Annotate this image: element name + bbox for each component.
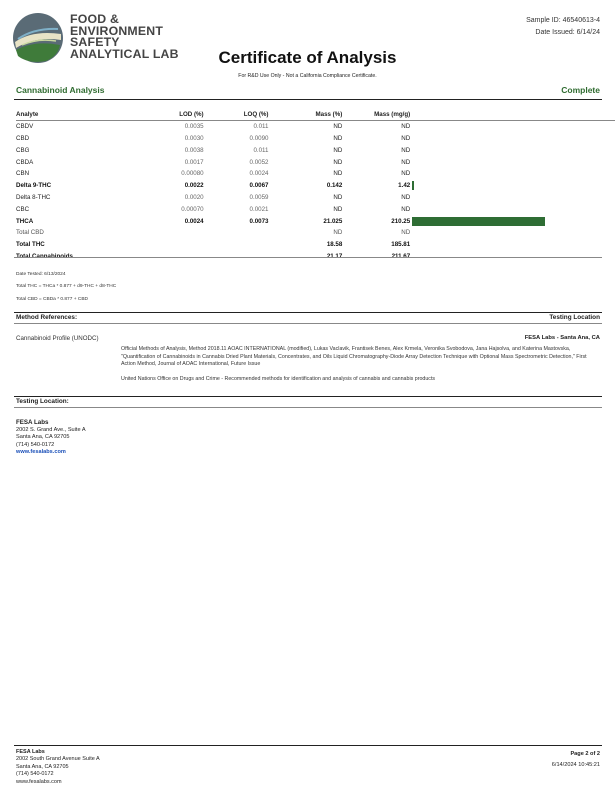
mass-mg-value: 211.67 xyxy=(391,252,411,260)
analyte-name: Total CBD xyxy=(16,229,44,237)
loq-value: 0.0090 xyxy=(249,134,269,142)
cannabinoid-section-title: Cannabinoid Analysis xyxy=(16,85,105,95)
location-top-divider xyxy=(14,396,602,397)
lod-value: 0.0020 xyxy=(184,193,204,201)
testing-location-header: Testing Location xyxy=(549,314,600,321)
lod-value: 0.0038 xyxy=(184,146,204,154)
mass-bar-cell xyxy=(410,215,615,227)
mass-mg-value: ND xyxy=(401,146,411,154)
method-reference-2: United Nations Office on Drugs and Crime - Recommended methods for identification and analysis of cannabis and cannabis products xyxy=(121,376,436,382)
mass-bar-cell xyxy=(410,121,615,133)
mass-pct-value: ND xyxy=(333,193,343,201)
table-row xyxy=(16,121,615,133)
col-analyte: Analyte xyxy=(16,109,136,121)
mass-bar-cell xyxy=(410,192,615,204)
lod-value xyxy=(136,239,204,251)
logo-wordmark: FOOD & ENVIRONMENT SAFETY ANALYTICAL LAB xyxy=(70,12,179,61)
date-tested: Date Tested: 6/13/2024 xyxy=(16,272,66,277)
footer-address-1: 2002 South Grand Avenue Suite A xyxy=(16,756,100,763)
loq-value: 0.011 xyxy=(253,146,269,154)
address-line-2: Santa Ana, CA 92705 xyxy=(16,434,70,441)
mass-pct-value: 18.58 xyxy=(326,241,343,249)
sample-id: Sample ID: 46540613-4 xyxy=(526,17,600,24)
mass-mg-value: ND xyxy=(401,193,411,201)
table-body xyxy=(16,121,615,263)
loq-value: 0.0073 xyxy=(249,217,269,225)
analyte-name: CBD xyxy=(16,134,30,142)
mass-pct-value: ND xyxy=(333,158,343,166)
mass-pct-value: ND xyxy=(333,134,343,142)
mass-mg-value: ND xyxy=(401,158,411,166)
analyte-name: THCA xyxy=(16,217,34,225)
analyte-name: CBDA xyxy=(16,158,34,166)
mass-pct-value: 0.142 xyxy=(326,182,343,190)
mass-pct-value: ND xyxy=(333,146,343,154)
table-row xyxy=(16,156,615,168)
loq-value: 0.0052 xyxy=(249,158,269,166)
col-loq: LOQ (%) xyxy=(204,109,269,121)
website-link[interactable]: www.fesalabs.com xyxy=(16,449,66,456)
page-title: Certificate of Analysis xyxy=(218,48,397,67)
address-line-1: 2002 S. Grand Ave., Suite A xyxy=(16,426,86,433)
certificate-meta xyxy=(526,15,600,39)
mass-bar-cell xyxy=(410,203,615,215)
mass-bar-cell xyxy=(410,168,615,180)
mass-bar xyxy=(412,217,545,226)
table-row xyxy=(16,227,615,239)
analyte-name: CBN xyxy=(16,170,30,178)
col-mass-pct: Mass (%) xyxy=(268,109,342,121)
testing-location-title: Testing Location: xyxy=(16,398,69,405)
table-row xyxy=(16,203,615,215)
mass-mg-value: 185.81 xyxy=(391,241,411,249)
analyte-name: Total Cannabinoids xyxy=(16,252,73,260)
mass-mg-value: 210.25 xyxy=(391,217,411,225)
loq-value: 0.011 xyxy=(253,123,269,131)
table-row xyxy=(16,239,615,251)
table-row xyxy=(16,133,615,145)
footer-phone: (714) 540-0172 xyxy=(16,771,54,778)
mass-mg-value: ND xyxy=(401,205,411,213)
mass-pct-value: 21.025 xyxy=(323,217,343,225)
date-issued: Date Issued: 6/14/24 xyxy=(535,29,600,36)
analyte-name: CBC xyxy=(16,205,30,213)
method-name: Cannabinoid Profile (UNODC) xyxy=(16,335,99,342)
loq-value xyxy=(204,227,269,239)
footer-divider xyxy=(14,745,602,746)
testing-location-address xyxy=(16,419,86,457)
footer-meta xyxy=(552,749,600,771)
lod-value xyxy=(136,227,204,239)
lod-value: 0.0022 xyxy=(184,182,204,190)
loq-value: 0.0059 xyxy=(249,193,269,201)
table-row xyxy=(16,215,615,227)
mass-pct-value: 21.17 xyxy=(326,252,343,260)
mass-mg-value: ND xyxy=(401,170,411,178)
method-reference-1: Official Methods of Analysis, Method 2018.11 AOAC INTERNATIONAL (modified), Lukas Vaclavik, Frantisek Benes, Alex Krmela, Veronika Svobodova, Jana Hajsolva, and Katerina Mastovska, "Quantification of Cannabinoids in Cannabis Dried Plant Materials, Concentrates, and Oils Liquid Chromatography-Diode Array Detection Technique with Optional Mass Spectrometric Detection," First Action Method, Journal of AOAC International, Future Issue xyxy=(121,346,587,368)
page-number: Page 2 of 2 xyxy=(570,751,600,757)
footer-address xyxy=(16,749,100,786)
table-row xyxy=(16,144,615,156)
col-mass-mg: Mass (mg/g) xyxy=(342,109,410,121)
phone: (714) 540-0172 xyxy=(16,441,55,448)
table-row xyxy=(16,192,615,204)
mass-pct-value: ND xyxy=(333,205,343,213)
lod-value: 0.0017 xyxy=(184,158,204,166)
mass-bar-cell xyxy=(410,227,615,239)
disclaimer: For R&D Use Only - Not a California Compliance Certificate. xyxy=(238,73,377,79)
table-row xyxy=(16,180,615,192)
mass-bar-cell xyxy=(410,133,615,145)
mass-pct-value: ND xyxy=(333,123,343,131)
table-header-row xyxy=(16,109,615,121)
lod-value: 0.00070 xyxy=(181,205,204,213)
analyte-name: Total THC xyxy=(16,241,45,249)
mass-pct-value: ND xyxy=(333,170,343,178)
loq-value xyxy=(204,239,269,251)
col-lod: LOD (%) xyxy=(136,109,204,121)
analyte-name: CBDV xyxy=(16,123,34,131)
mass-mg-value: ND xyxy=(401,134,411,142)
method-references-title: Method References: xyxy=(16,314,78,321)
footer-lab-name: FESA Labs xyxy=(16,749,45,755)
loq-value: 0.0067 xyxy=(249,182,269,190)
loq-value: 0.0021 xyxy=(249,205,269,213)
mass-bar-cell xyxy=(410,156,615,168)
location-bottom-divider xyxy=(14,407,602,408)
mass-mg-value: ND xyxy=(401,229,411,237)
analyte-name: Delta 9-THC xyxy=(16,182,52,190)
status-badge: Complete xyxy=(561,85,600,95)
loq-value: 0.0024 xyxy=(249,170,269,178)
lab-location: FESA Labs - Santa Ana, CA xyxy=(524,335,600,341)
method-top-divider xyxy=(14,312,602,313)
footer-address-2: Santa Ana, CA 92705 xyxy=(16,763,69,770)
mass-bar xyxy=(412,181,414,190)
method-bottom-divider xyxy=(14,323,602,324)
lod-value: 0.0024 xyxy=(184,217,204,225)
mass-bar-cell xyxy=(410,180,615,192)
print-timestamp: 6/14/2024 10:45:21 xyxy=(551,762,600,768)
mass-pct-value: ND xyxy=(333,229,343,237)
lod-value: 0.00080 xyxy=(181,170,204,178)
total-cbd-formula: Total CBD = CBDa * 0.877 + CBD xyxy=(16,296,88,302)
lod-value: 0.0030 xyxy=(184,134,204,142)
table-end-divider xyxy=(14,257,602,258)
mass-mg-value: ND xyxy=(401,123,411,131)
lod-value: 0.0035 xyxy=(184,123,204,131)
total-thc-formula: Total THC = THCa * 0.877 + d9-THC + d8-THC xyxy=(16,284,117,290)
col-bar xyxy=(410,109,615,121)
mass-mg-value: 1.42 xyxy=(398,182,411,190)
test-notes xyxy=(16,269,116,306)
footer-website: www.fesalabs.com xyxy=(16,778,62,785)
mass-bar-cell xyxy=(410,144,615,156)
analyte-name: Delta 8-THC xyxy=(16,193,51,201)
lab-name: FESA Labs xyxy=(16,419,49,426)
mass-bar-cell xyxy=(410,239,615,251)
cannabinoid-table xyxy=(16,109,615,262)
table-row xyxy=(16,168,615,180)
section-divider xyxy=(14,99,602,100)
analyte-name: CBG xyxy=(16,146,30,154)
